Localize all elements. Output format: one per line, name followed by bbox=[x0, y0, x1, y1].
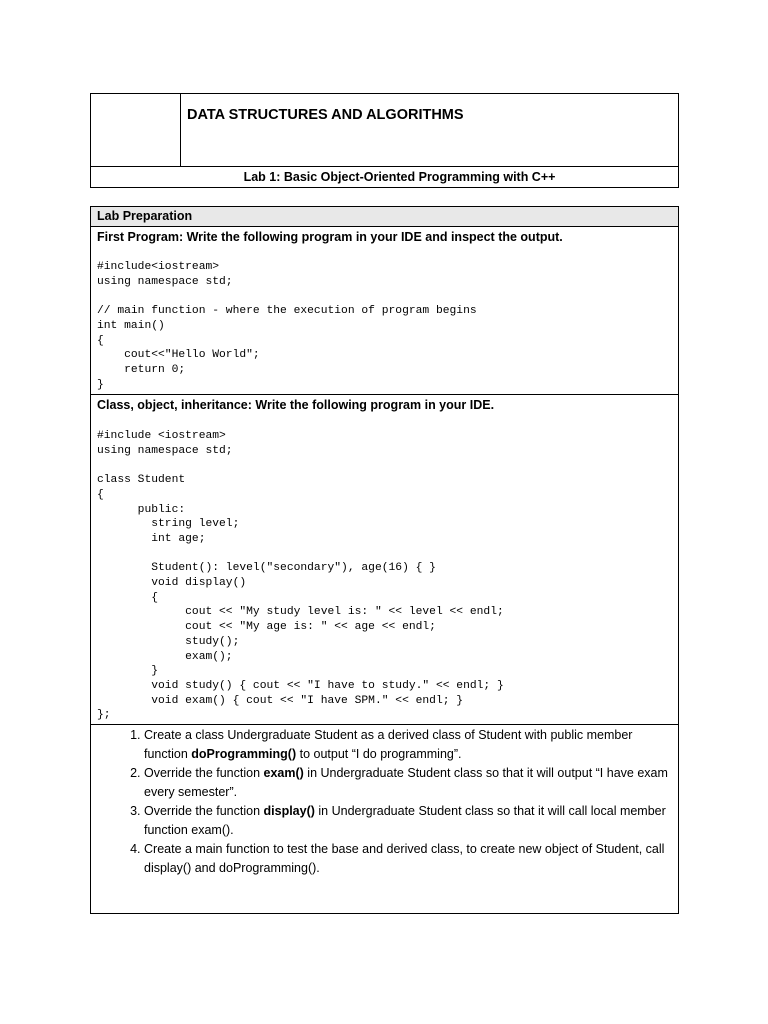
task-text: Override the function bbox=[144, 766, 264, 780]
task-function-name: doProgramming() bbox=[191, 747, 297, 761]
task-list-section bbox=[91, 725, 678, 878]
task-text: in Undergraduate Student class so that it will output “I have exam every semester”. bbox=[144, 766, 668, 799]
class-program-title: Class, object, inheritance: Write the following program in your IDE. bbox=[97, 398, 495, 412]
header-top-row bbox=[91, 94, 678, 167]
task-item bbox=[144, 840, 678, 878]
lab-title: Lab 1: Basic Object-Oriented Programming with C++ bbox=[243, 170, 556, 184]
task-item bbox=[144, 802, 678, 840]
task-list bbox=[91, 726, 678, 878]
task-item bbox=[144, 726, 678, 764]
task-function-name: display() bbox=[263, 804, 315, 818]
task-text: in Undergraduate Student class so that it will call local member function exam(). bbox=[144, 804, 666, 837]
lab-preparation-table bbox=[90, 206, 679, 914]
first-program-section bbox=[91, 228, 678, 395]
first-program-code: #include<iostream> using namespace std; // main function - where the execution of program begins int main() { cout<<"Hello World"; return 0; } bbox=[97, 261, 477, 391]
task-text: Override the function bbox=[144, 804, 264, 818]
class-program-code: #include <iostream> using namespace std; class Student { public: string level; int age; Student(): level("secondary"), age(16) { } void display() { cout << "My study level is: " << level << endl; cout << "My age is: " << age << endl; study(); exam(); } void study() { cout << "I have to study." << endl; } void exam() { cout << "I have SPM." << endl; } }; bbox=[97, 430, 504, 722]
task-item bbox=[144, 764, 678, 802]
task-text: Create a main function to test the base and derived class, to create new object of Student, call display() and doProgramming(). bbox=[144, 842, 665, 875]
lab-preparation-heading: Lab Preparation bbox=[91, 207, 678, 227]
document-title: DATA STRUCTURES AND ALGORITHMS bbox=[187, 107, 464, 123]
task-function-name: exam() bbox=[263, 766, 304, 780]
logo-cell bbox=[91, 94, 181, 166]
header-table bbox=[90, 93, 679, 188]
task-text: Create a class Undergraduate Student as a derived class of Student with public member function bbox=[144, 728, 633, 761]
class-program-section bbox=[91, 396, 678, 725]
task-text: to output “I do programming”. bbox=[296, 747, 462, 761]
first-program-title: First Program: Write the following program in your IDE and inspect the output. bbox=[97, 230, 563, 244]
